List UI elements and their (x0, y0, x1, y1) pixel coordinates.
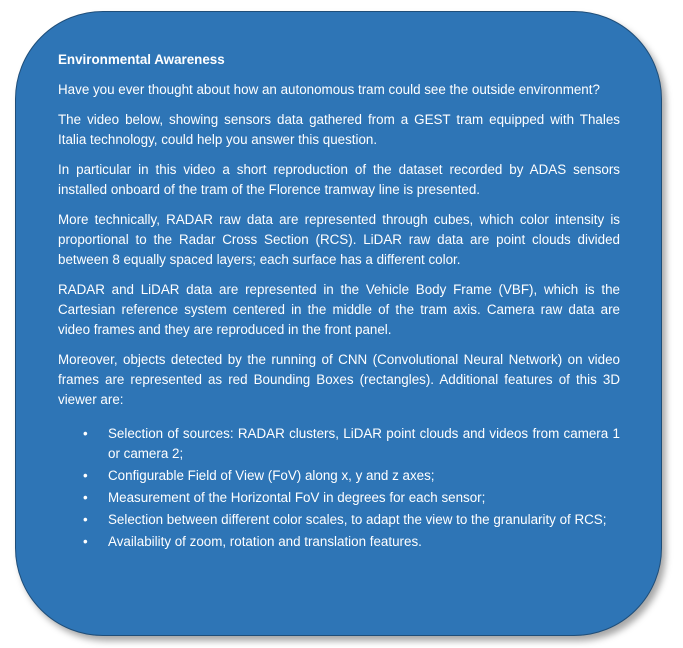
list-item (58, 424, 620, 464)
paragraph-radar-lidar: More technically, RADAR raw data are represented through cubes, which color intensity is proportional to the Radar Cross Section (RCS). LiDAR raw data are point clouds divided between 8 equally spaced layers; each surface has a different color. (58, 212, 620, 267)
paragraph-video: The video below, showing sensors data gathered from a GEST tram equipped with Thales Italia technology, could help you answer this question. (58, 112, 620, 147)
list-item (58, 466, 620, 486)
paragraph-intro: Have you ever thought about how an autonomous tram could see the outside environment? (58, 82, 600, 97)
feature-text: Measurement of the Horizontal FoV in degrees for each sensor; (108, 490, 486, 505)
bullet-icon: • (83, 426, 88, 441)
feature-text: Availability of zoom, rotation and translation features. (108, 534, 422, 549)
list-item (58, 532, 620, 552)
bullet-icon: • (83, 512, 88, 527)
bullet-icon: • (83, 534, 88, 549)
feature-text: Selection of sources: RADAR clusters, LiDAR point clouds and videos from camera 1 or camera 2; (108, 426, 620, 461)
feature-text: Configurable Field of View (FoV) along x, y and z axes; (108, 468, 435, 483)
paragraph-dataset: In particular in this video a short reproduction of the dataset recorded by ADAS sensors installed onboard of the tram of the Florence tramway line is presented. (58, 162, 620, 197)
feature-text: Selection between different color scales, to adapt the view to the granularity of RCS; (108, 512, 607, 527)
paragraph-cnn: Moreover, objects detected by the running of CNN (Convolutional Neural Network) on video frames are represented as red Bounding Boxes (rectangles). Additional features of this 3D viewer are: (58, 352, 620, 407)
paragraph-vbf: RADAR and LiDAR data are represented in the Vehicle Body Frame (VBF), which is the Cartesian reference system centered in the middle of the tram axis. Camera raw data are video frames and they are reproduced in the front panel. (58, 282, 620, 337)
feature-list (58, 424, 620, 552)
list-item (58, 510, 620, 530)
bullet-icon: • (83, 490, 88, 505)
panel-title: Environmental Awareness (58, 52, 225, 67)
list-item (58, 488, 620, 508)
bullet-icon: • (83, 468, 88, 483)
info-panel (15, 11, 662, 636)
